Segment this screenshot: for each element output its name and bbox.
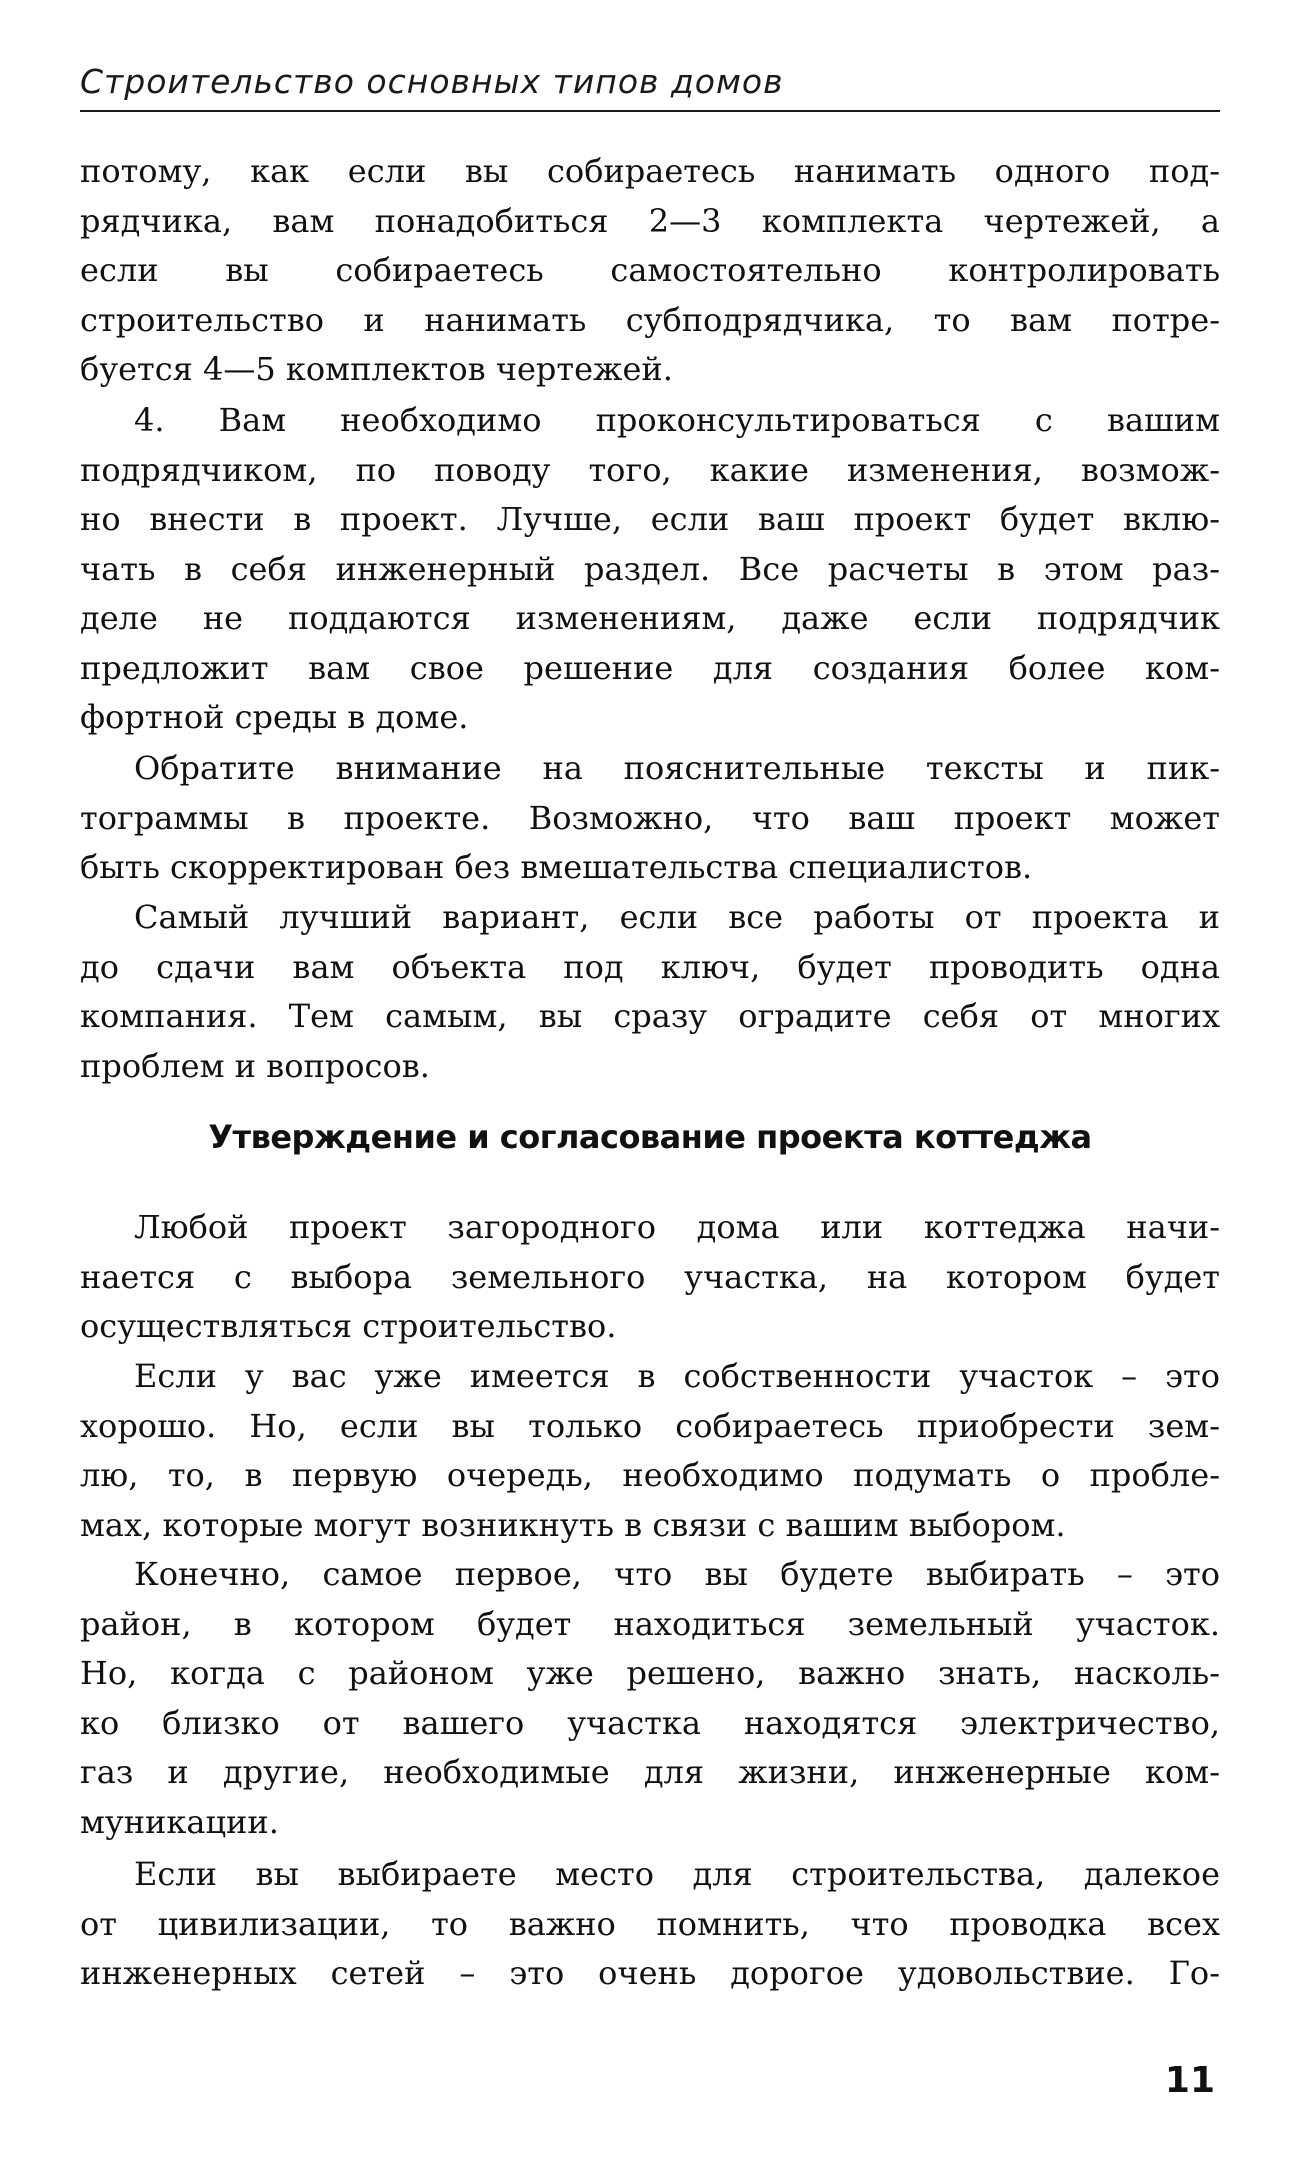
text-line: чать в себя инженерный раздел. Все расчеты в этом раз- — [80, 549, 1220, 588]
text-line: Конечно, самое первое, что вы будете выбирать – это — [134, 1555, 1220, 1593]
text-line: буется 4—5 комплектов чертежей. — [80, 350, 673, 388]
text-line: Если вы выбираете место для строительства, далекое — [134, 1855, 1220, 1893]
book-page — [80, 0, 1220, 2183]
text-line: от цивилизации, то важно помнить, что проводка всех — [80, 1904, 1220, 1943]
text-line: Если у вас уже имеется в собственности участок – это — [134, 1357, 1220, 1395]
text-line: мах, которые могут возникнуть в связи с вашим выбором. — [80, 1505, 1066, 1544]
paragraph-best-option — [80, 893, 1220, 1091]
section-heading: Утверждение и согласование проекта коттеджа — [208, 1118, 1092, 1156]
text-line: муникации. — [80, 1802, 279, 1841]
text-line: компания. Тем самым, вы сразу оградите себя от многих — [80, 997, 1220, 1035]
text-line: но внести в проект. Лучше, если ваш проект будет вклю- — [80, 500, 1220, 538]
text-line: нается с выбора земельного участка, на котором будет — [80, 1257, 1220, 1296]
text-line: район, в котором будет находиться земельный участок. — [80, 1604, 1220, 1643]
text-line: тограммы в проекте. Возможно, что ваш проект может — [80, 798, 1220, 837]
text-line: подрядчиком, по поводу того, какие изменения, возмож- — [80, 450, 1220, 489]
text-line: ко близко от вашего участка находятся электричество, — [80, 1703, 1220, 1742]
paragraph-ownership — [80, 1352, 1220, 1550]
paragraph-item-4 — [80, 396, 1220, 743]
text-line: предложит вам свое решение для создания более ком- — [80, 648, 1220, 687]
text-line: проблем и вопросов. — [80, 1046, 430, 1085]
text-line: газ и другие, необходимые для жизни, инженерные ком- — [80, 1753, 1220, 1791]
text-line: если вы собираетесь самостоятельно контролировать — [80, 251, 1220, 289]
text-line: фортной среды в доме. — [80, 698, 469, 736]
text-line: Но, когда с районом уже решено, важно знать, насколь- — [80, 1654, 1220, 1692]
paragraph-district — [80, 1550, 1220, 1847]
text-line: потому, как если вы собираетесь нанимать одного под- — [80, 152, 1220, 190]
text-line: осуществляться строительство. — [80, 1307, 617, 1345]
header-rule — [80, 110, 1220, 112]
paragraph-remote-site — [80, 1850, 1220, 1999]
text-line: Обратите внимание на пояснительные тексты и пик- — [134, 749, 1220, 787]
text-line: строительство и нанимать субподрядчика, то вам потре- — [80, 300, 1220, 339]
page-number: 11 — [1164, 2060, 1215, 2101]
text-line: быть скорректирован без вмешательства специалистов. — [80, 848, 1033, 886]
running-header: Строительство основных типов домов — [80, 62, 784, 101]
text-line: рядчика, вам понадобиться 2—3 комплекта чертежей, а — [80, 201, 1220, 240]
text-line: лю, то, в первую очередь, необходимо подумать о пробле- — [80, 1456, 1220, 1494]
paragraph-continuation — [80, 147, 1220, 395]
paragraph-land-plot — [80, 1203, 1220, 1352]
text-line: хорошо. Но, если вы только собираетесь приобрести зем- — [80, 1406, 1220, 1445]
paragraph-pictograms — [80, 744, 1220, 893]
text-line: до сдачи вам объекта под ключ, будет проводить одна — [80, 947, 1220, 986]
text-line: Любой проект загородного дома или коттеджа начи- — [134, 1208, 1220, 1246]
text-line: Самый лучший вариант, если все работы от проекта и — [134, 898, 1220, 936]
text-line: 4. Вам необходимо проконсультироваться с вашим — [134, 401, 1220, 439]
text-line: инженерных сетей – это очень дорогое удовольствие. Го- — [80, 1954, 1220, 1992]
text-line: деле не поддаются изменениям, даже если подрядчик — [80, 599, 1220, 637]
